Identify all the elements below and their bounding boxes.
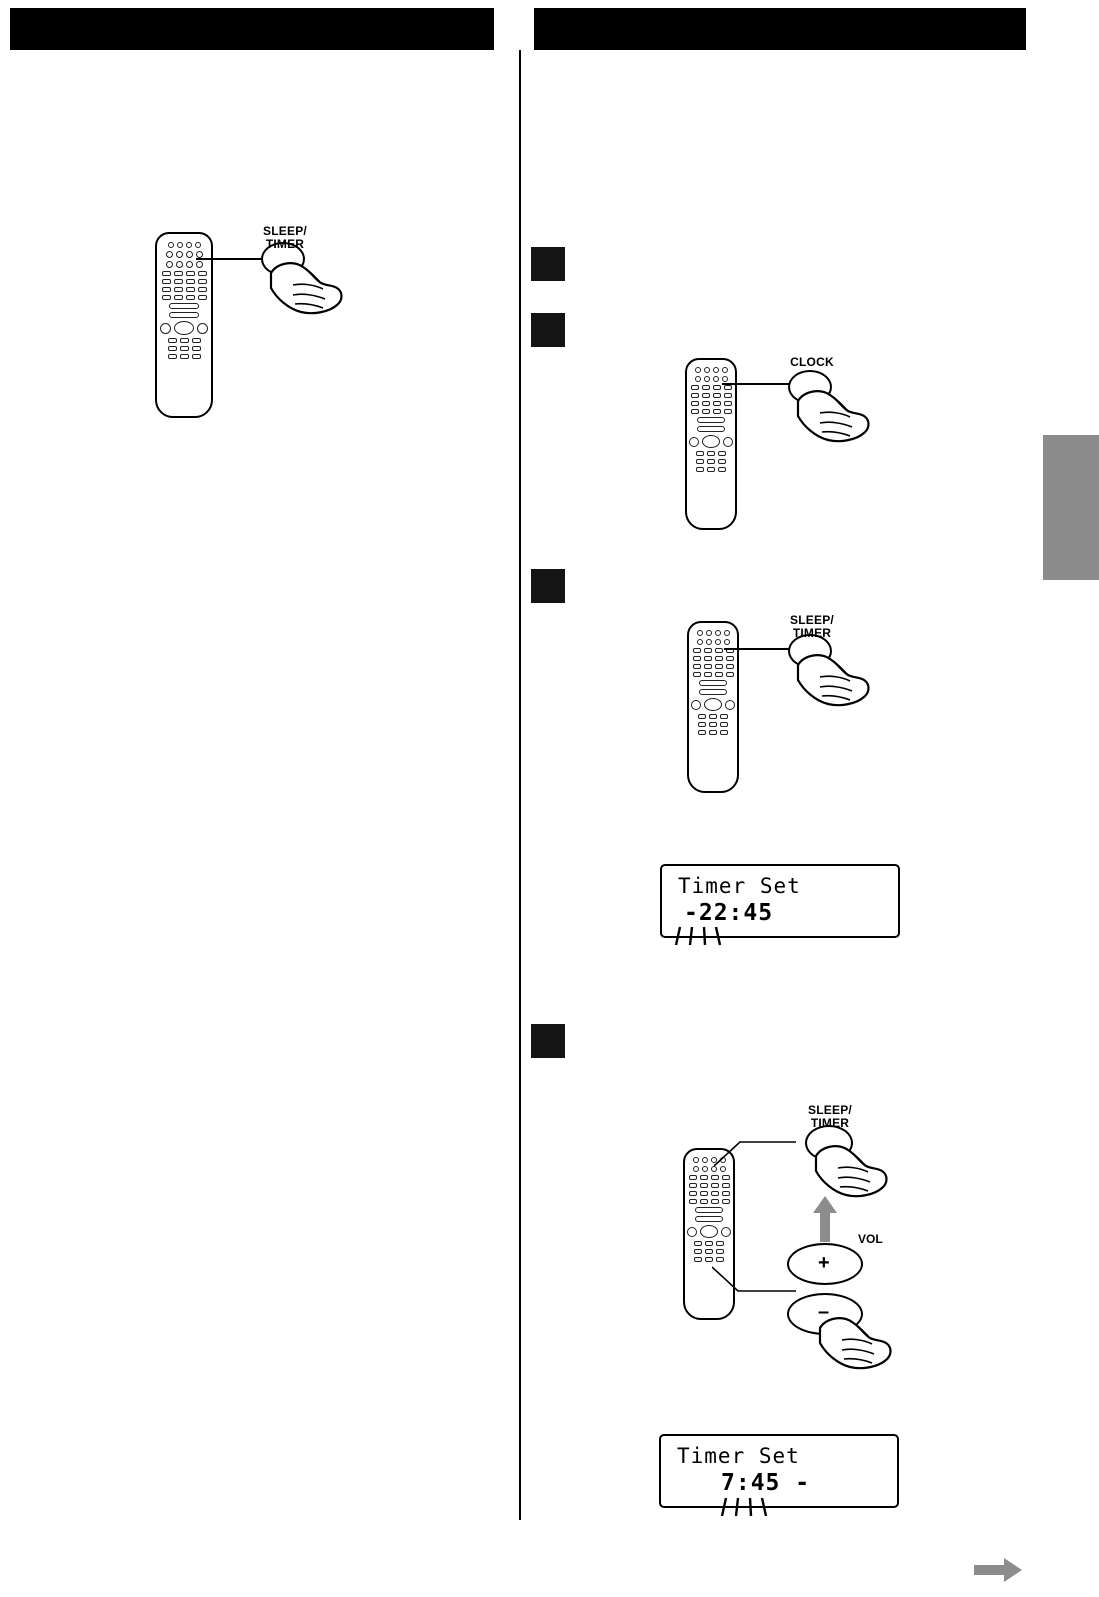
remote-round-row bbox=[166, 261, 203, 268]
remote-key-row bbox=[162, 287, 207, 292]
pointing-hand-icon bbox=[790, 383, 880, 445]
pointing-hand-icon bbox=[790, 647, 880, 709]
section-side-tab bbox=[1043, 435, 1099, 580]
remote-control-body-left bbox=[155, 232, 213, 418]
display-line-2: -22:45 bbox=[684, 900, 774, 926]
remote-dial-cluster bbox=[160, 321, 208, 335]
callout-leader-line bbox=[712, 1265, 796, 1297]
remote-key-row bbox=[168, 354, 201, 359]
sleep-timer-button-label-left: SLEEP/ TIMER bbox=[263, 224, 307, 251]
callout-leader-line bbox=[724, 648, 790, 650]
volume-down-sign: – bbox=[818, 1301, 830, 1323]
remote-round-row bbox=[695, 367, 728, 373]
display-line-1: Timer Set bbox=[678, 874, 801, 898]
remote-wide-key bbox=[169, 303, 199, 309]
display-line-1: Timer Set bbox=[677, 1444, 800, 1468]
remote-key-row bbox=[162, 295, 207, 300]
next-page-arrow-icon bbox=[974, 1557, 1022, 1583]
remote-control-body-sleep-timer bbox=[687, 621, 739, 793]
remote-dial-cluster bbox=[691, 698, 735, 711]
vol-label: VOL bbox=[858, 1232, 883, 1246]
remote-round-row bbox=[166, 251, 203, 258]
sleep-timer-button-label-step4: SLEEP/ TIMER bbox=[808, 1103, 852, 1130]
volume-up-sign: + bbox=[818, 1252, 830, 1274]
step-number-2 bbox=[531, 313, 565, 347]
callout-leader-line bbox=[722, 383, 790, 385]
remote-round-row bbox=[697, 630, 730, 636]
remote-wide-key bbox=[695, 1207, 723, 1213]
remote-key-row bbox=[162, 279, 207, 284]
remote-key-row bbox=[168, 346, 201, 351]
blink-indicator-rays bbox=[718, 1496, 778, 1520]
step-number-1 bbox=[531, 247, 565, 281]
pointing-hand-icon bbox=[263, 255, 353, 317]
remote-key-row bbox=[693, 664, 734, 669]
step-number-4 bbox=[531, 1024, 565, 1058]
remote-wide-key bbox=[169, 312, 199, 318]
remote-wide-key bbox=[695, 1216, 723, 1222]
remote-key-row bbox=[694, 1241, 724, 1246]
remote-key-row bbox=[689, 1199, 730, 1204]
callout-leader-line bbox=[196, 258, 264, 260]
display-line-2: 7:45 - bbox=[721, 1470, 811, 1496]
remote-round-row bbox=[697, 639, 730, 645]
clock-button-label: CLOCK bbox=[790, 355, 834, 369]
remote-dial-cluster bbox=[689, 435, 733, 448]
remote-key-row bbox=[689, 1175, 730, 1180]
sleep-timer-button-label-step3: SLEEP/ TIMER bbox=[790, 613, 834, 640]
remote-key-row bbox=[693, 656, 734, 661]
remote-wide-key bbox=[697, 417, 725, 423]
remote-wide-key bbox=[699, 689, 727, 695]
remote-key-row bbox=[689, 1183, 730, 1188]
remote-key-row bbox=[162, 271, 207, 276]
remote-key-row bbox=[696, 451, 726, 456]
remote-key-row bbox=[689, 1191, 730, 1196]
timer-set-display-2 bbox=[659, 1434, 899, 1508]
remote-key-row bbox=[698, 714, 728, 719]
remote-wide-key bbox=[699, 680, 727, 686]
column-divider bbox=[519, 50, 521, 1520]
remote-key-row bbox=[691, 401, 732, 406]
pointing-hand-icon bbox=[812, 1310, 902, 1372]
remote-key-row bbox=[694, 1249, 724, 1254]
step-number-3 bbox=[531, 569, 565, 603]
remote-key-row bbox=[698, 730, 728, 735]
callout-leader-line bbox=[714, 1136, 796, 1174]
remote-key-row bbox=[168, 338, 201, 343]
remote-key-row bbox=[691, 385, 732, 390]
left-column-header-bar bbox=[10, 8, 494, 50]
remote-round-row bbox=[168, 242, 201, 248]
remote-key-row bbox=[691, 409, 732, 414]
pointing-hand-icon bbox=[808, 1138, 898, 1200]
remote-key-row bbox=[696, 459, 726, 464]
remote-key-row bbox=[696, 467, 726, 472]
remote-wide-key bbox=[697, 426, 725, 432]
up-arrow-icon bbox=[812, 1196, 838, 1242]
right-column-header-bar bbox=[534, 8, 1026, 50]
blink-indicator-rays bbox=[672, 925, 732, 949]
remote-key-row bbox=[694, 1257, 724, 1262]
remote-key-row bbox=[698, 722, 728, 727]
remote-key-row bbox=[691, 393, 732, 398]
remote-dial-cluster bbox=[687, 1225, 731, 1238]
remote-key-row bbox=[693, 672, 734, 677]
remote-round-row bbox=[695, 376, 728, 382]
